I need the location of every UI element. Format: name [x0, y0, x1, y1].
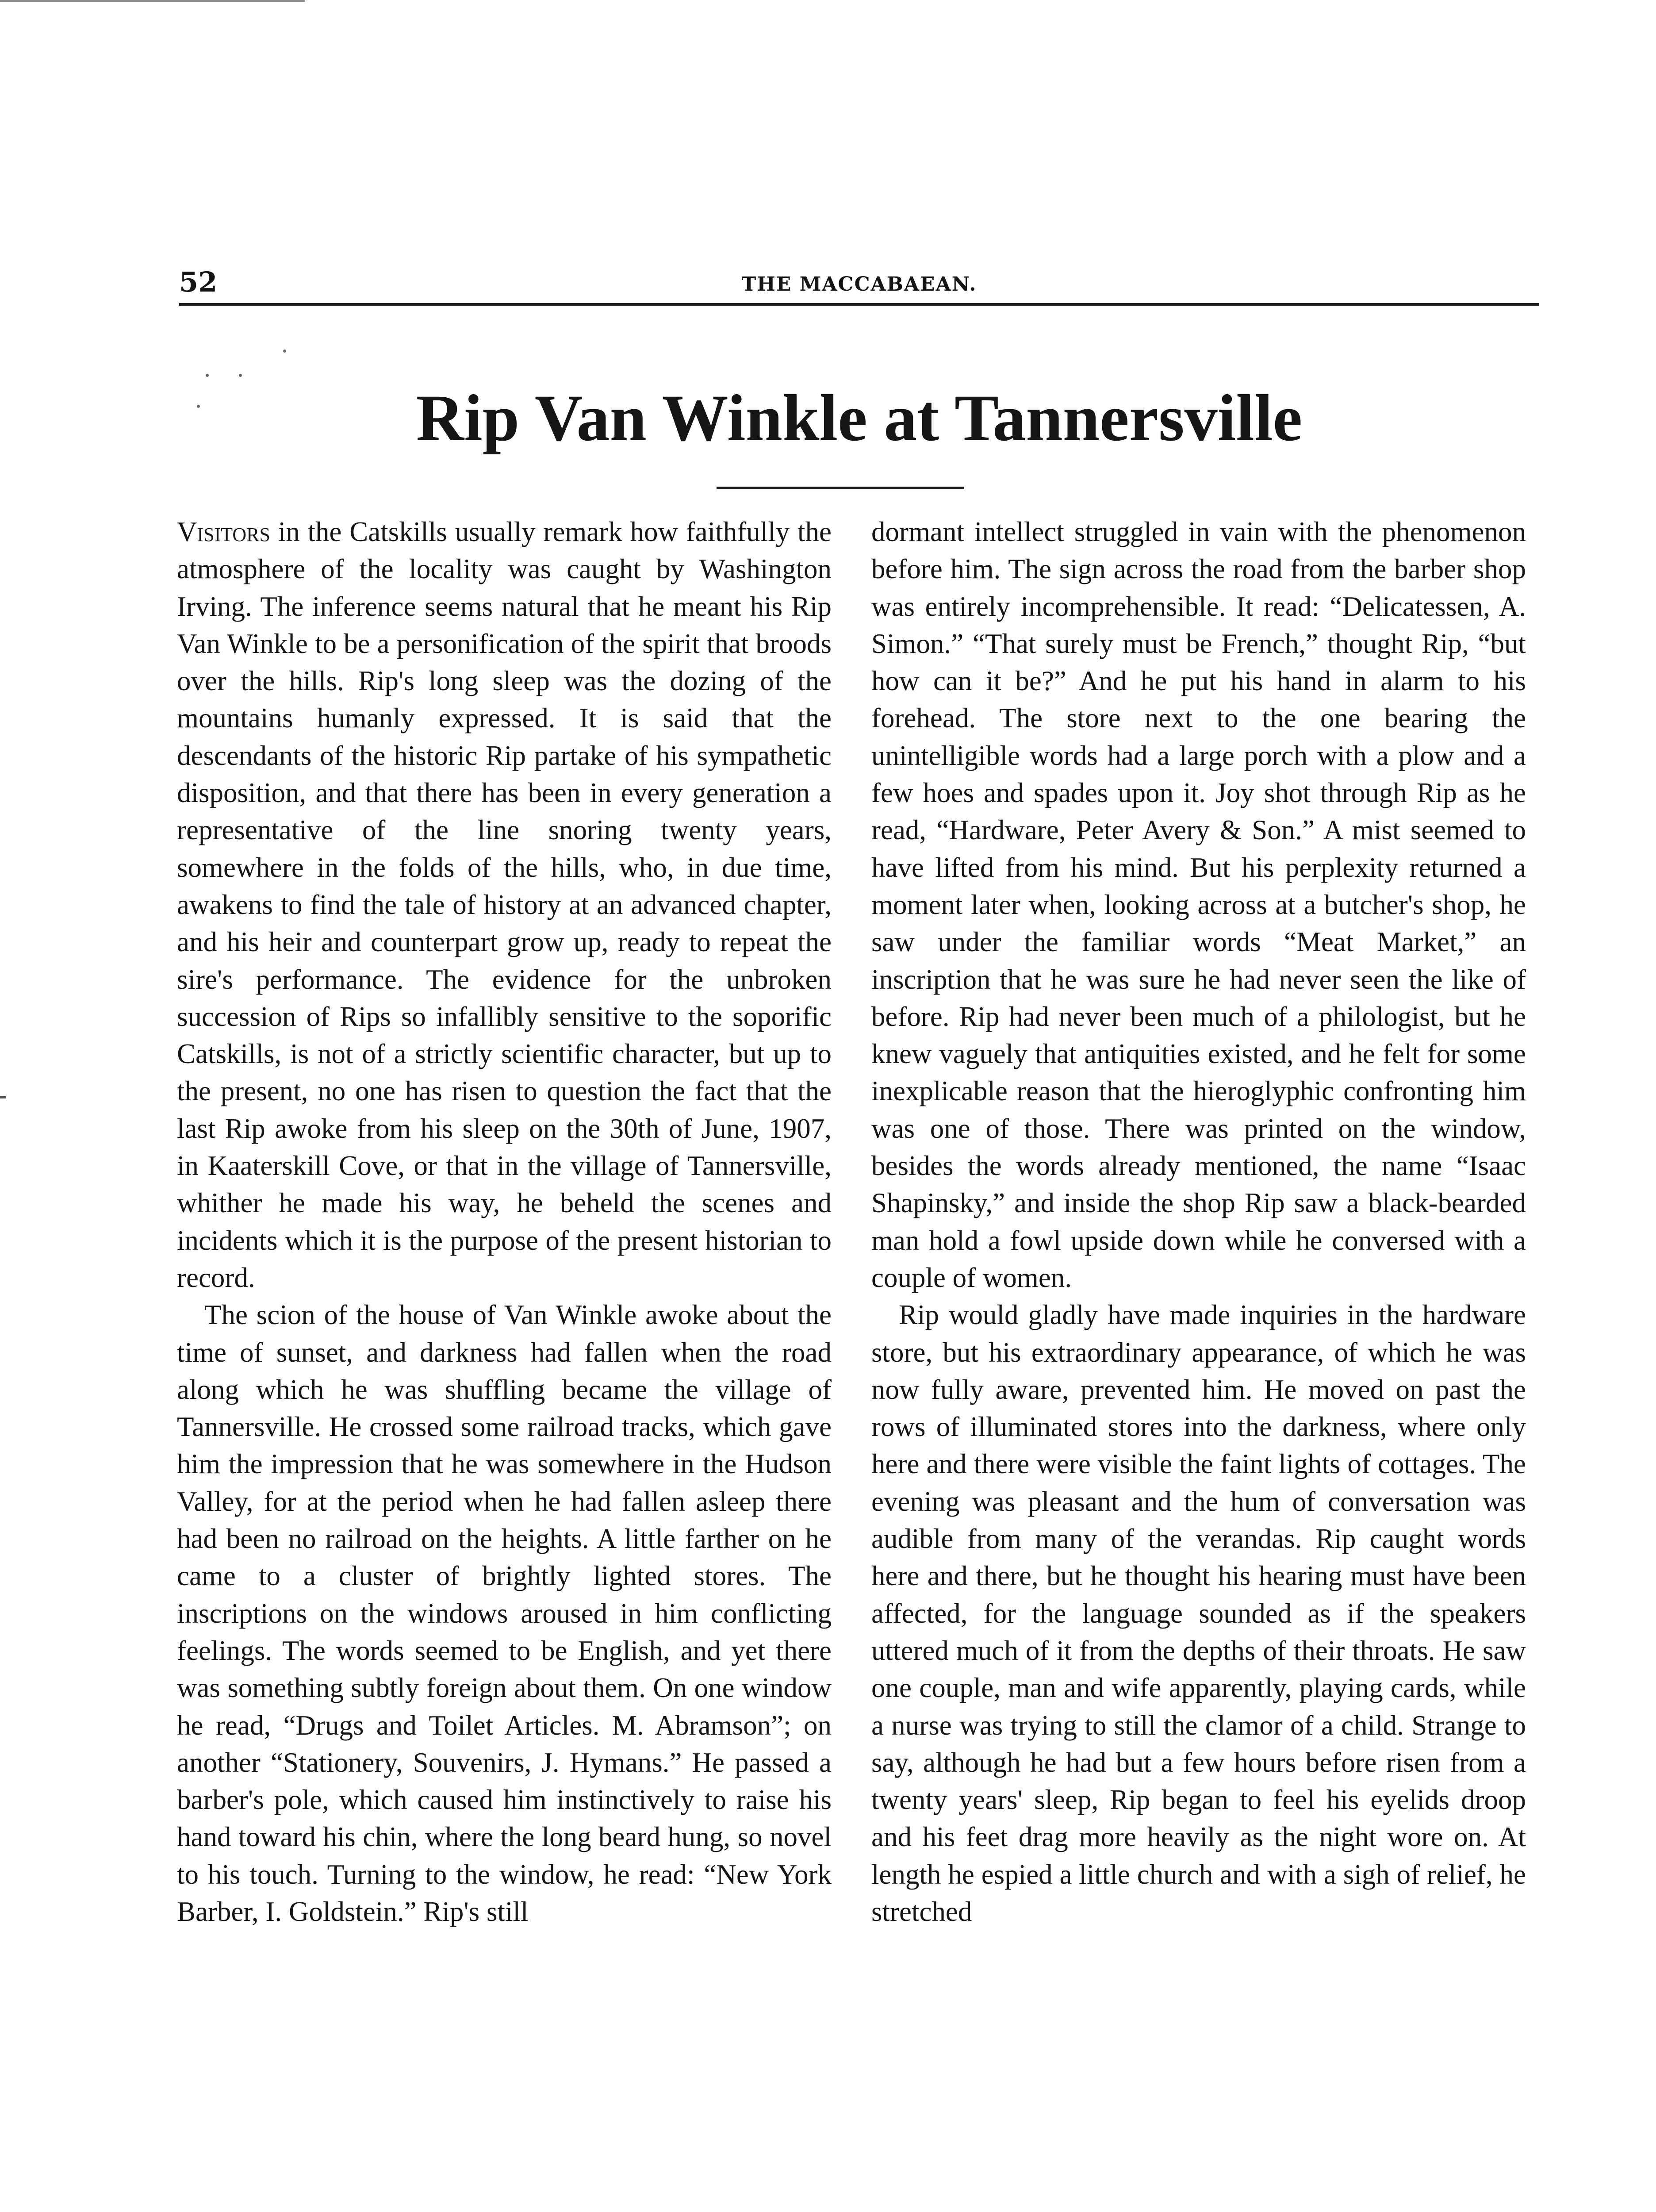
scan-speck — [283, 349, 286, 353]
header-rule — [179, 303, 1539, 306]
paragraph: dormant intellect struggled in vain with the phenomenon before him. The sign across the road from the barber shop was entirely incomprehensible. It read: “Delicatessen, A. Simon.” “That surely must be French,” thought Rip, “but how can it be?” And he put his hand in alarm to his forehead. The store next to the one bearing the unintelligible words had a large porch with a plow and a few hoes and spades upon it. Joy shot through Rip as he read, “Hardware, Peter Avery & Son.” A mist seemed to have lifted from his mind. But his perplexity returned a moment later when, looking across at a butcher's shop, he saw under the familiar words “Meat Market,” an inscription that he was sure he had never seen the like of before. Rip had never been much of a philologist, but he knew vaguely that antiquities existed, and he felt for some inexplicable reason that the hieroglyphic confronting him was one of those. There was printed on the window, besides the words already mentioned, the name “Isaac Shapinsky,” and inside the shop Rip saw a black-bearded man hold a fowl upside down while he conversed with a couple of women. — [871, 516, 1526, 1293]
paragraph — [177, 513, 832, 1296]
running-header — [179, 263, 1539, 307]
article-column-left — [177, 513, 832, 1930]
paragraph: The scion of the house of Van Winkle awoke about the time of sunset, and darkness had fallen when the road along which he was shuffling became the village of Tannersville. He crossed some railroad tracks, which gave him the impression that he was somewhere in the Hudson Valley, for at the period when he had fallen asleep there had been no railroad on the heights. A little farther on he came to a cluster of brightly lighted stores. The inscriptions on the windows aroused in him conflicting feelings. The words seemed to be English, and yet there was something subtly foreign about them. On one window he read, “Drugs and Toilet Articles. M. Abramson”; on another “Stationery, Souvenirs, J. Hymans.” He passed a barber's pole, which caused him instinctively to raise his hand toward his chin, where the long beard hung, so novel to his touch. Turning to the window, he read: “New York Barber, I. Goldstein.” Rip's still — [177, 1299, 832, 1927]
paragraph: Rip would gladly have made inquiries in the hardware store, but his extraordinary appearance, of which he was now fully aware, prevented him. He moved on past the rows of illuminated stores into the darkness, where only here and there were visible the faint lights of cottages. The evening was pleasant and the hum of conversation was audible from many of the verandas. Rip caught words here and there, but he thought his hearing must have been affected, for the language sounded as if the speakers uttered much of it from the depths of their throats. He saw one couple, man and wife apparently, playing cards, while a nurse was trying to still the clamor of a child. Strange to say, although he had but a few hours before risen from a twenty years' sleep, Rip began to feel his eyelids droop and his feet drag more heavily as the night wore on. At length he espied a little church and with a sigh of relief, he stretched — [871, 1299, 1526, 1927]
scan-speck — [239, 374, 242, 377]
title-rule — [717, 487, 964, 489]
article-column-right — [871, 513, 1526, 1930]
margin-mark — [0, 1096, 6, 1098]
article-title: Rip Van Winkle at Tannersville — [416, 381, 1303, 455]
scan-speck — [206, 374, 209, 377]
journal-name: THE MACCABAEAN. — [741, 273, 977, 296]
lead-word: Visitors — [177, 516, 270, 547]
scan-edge-mark — [0, 0, 305, 2]
paragraph-text: in the Catskills usually remark how faithfully the atmosphere of the locality was caught by Washington Irving. The inference seems natural that he meant his Rip Van Winkle to be a personification of the spirit that broods over the hills. Rip's long sleep was the dozing of the mountains humanly expressed. It is said that the descendants of the historic Rip partake of his sympathetic disposition, and that there has been in every generation a representative of the line snoring twenty years, somewhere in the folds of the hills, who, in due time, awakens to find the tale of history at an advanced chapter, and his heir and counterpart grow up, ready to repeat the sire's performance. The evidence for the unbroken succession of Rips so infallibly sensitive to the soporific Catskills, is not of a strictly scientific character, but up to the present, no one has risen to question the fact that the last Rip awoke from his sleep on the 30th of June, 1907, in Kaaterskill Cove, or that in the village of Tannersville, whither he made his way, he beheld the scenes and incidents which it is the purpose of the present historian to record. — [177, 516, 832, 1293]
page-number: 52 — [179, 266, 218, 298]
